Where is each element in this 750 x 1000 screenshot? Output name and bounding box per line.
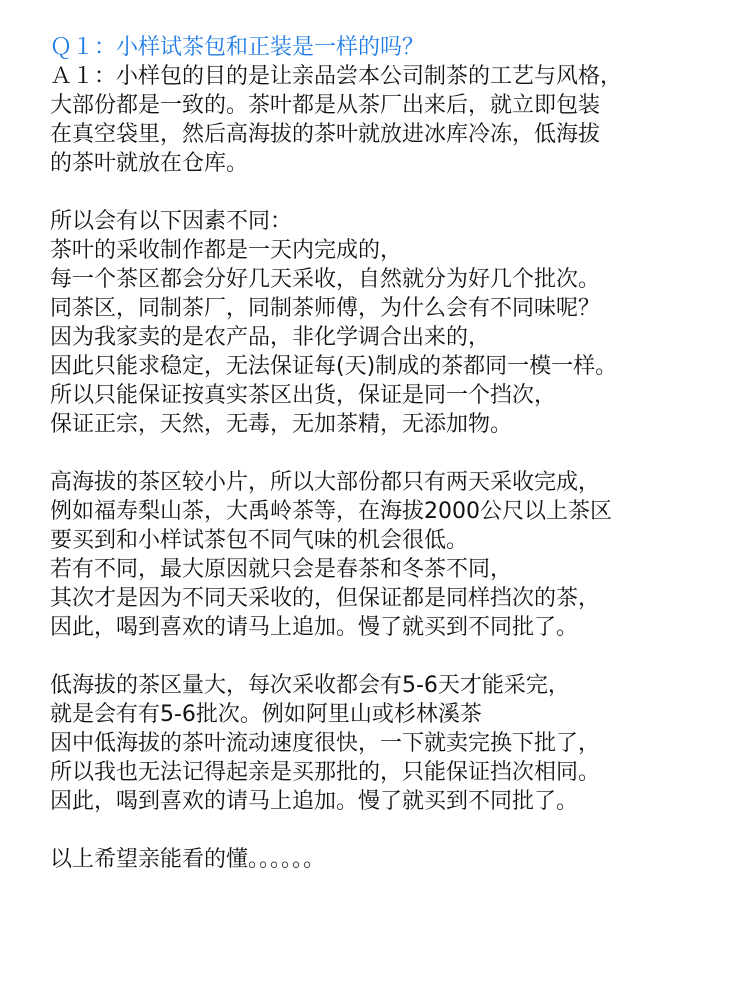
factors-paragraph: [50, 207, 740, 439]
factors-line: 同茶区，同制茶厂，同制茶师傅，为什么会有不同味呢？: [50, 296, 601, 321]
factors-line: 所以只能保证按真实茶区出货，保证是同一个挡次，: [50, 383, 557, 408]
factors-line: 保证正宗，天然，无毒，无加茶精，无添加物。: [50, 412, 513, 437]
factors-line: 每一个茶区都会分好几天采收，自然就分为好几个批次。: [50, 267, 601, 292]
factors-line: 因为我家卖的是农产品，非化学调合出来的，: [50, 325, 491, 350]
paragraph-spacer: [50, 439, 740, 468]
faq-document: [50, 33, 740, 874]
closing-line: 以上希望亲能看的懂。。。。。。: [50, 847, 326, 872]
high-altitude-line: 因此，喝到喜欢的请马上追加。慢了就买到不同批了。: [50, 615, 579, 640]
question-heading: Ｑ１：小样试茶包和正装是一样的吗？: [50, 35, 425, 60]
high-altitude-line: 高海拔的茶区较小片，所以大部份都只有两天采收完成，: [50, 470, 601, 495]
high-altitude-line: 若有不同，最大原因就只会是春茶和冬茶不同，: [50, 557, 513, 582]
factors-line: 因此只能求稳定，无法保证每(天)制成的茶都同一模一样。: [50, 354, 618, 379]
factors-line: 茶叶的采收制作都是一天内完成的，: [50, 238, 403, 263]
low-altitude-line: 因此，喝到喜欢的请马上追加。慢了就买到不同批了。: [50, 789, 579, 814]
high-altitude-line: 要买到和小样试茶包不同气味的机会很低。: [50, 528, 469, 553]
factors-line: 所以会有以下因素不同：: [50, 209, 293, 234]
paragraph-spacer: [50, 642, 740, 671]
answer-intro-paragraph: [50, 62, 740, 178]
high-altitude-line: 例如福寿梨山茶，大禹岭茶等，在海拔2000公尺以上茶区: [50, 499, 612, 524]
answer-line: Ａ１：小样包的目的是让亲品尝本公司制茶的工艺与风格，: [50, 64, 623, 89]
low-altitude-line: 所以我也无法记得起亲是买那批的，只能保证挡次相同。: [50, 760, 601, 785]
answer-line: 的茶叶就放在仓库。: [50, 151, 249, 176]
paragraph-spacer: [50, 816, 740, 845]
answer-line: 大部份都是一致的。茶叶都是从茶厂出来后，就立即包装: [50, 93, 601, 118]
low-altitude-line: 因中低海拔的茶叶流动速度很快，一下就卖完换下批了，: [50, 731, 601, 756]
high-altitude-line: 其次才是因为不同天采收的，但保证都是同样挡次的茶，: [50, 586, 601, 611]
low-altitude-paragraph: [50, 671, 740, 816]
answer-line: 在真空袋里，然后高海拔的茶叶就放进冰库冷冻，低海拔: [50, 122, 601, 147]
low-altitude-line: 就是会有有5-6批次。例如阿里山或杉林溪茶: [50, 702, 482, 727]
paragraph-spacer: [50, 178, 740, 207]
low-altitude-line: 低海拔的茶区量大，每次采收都会有5-6天才能采完，: [50, 673, 570, 698]
high-altitude-paragraph: [50, 468, 740, 642]
